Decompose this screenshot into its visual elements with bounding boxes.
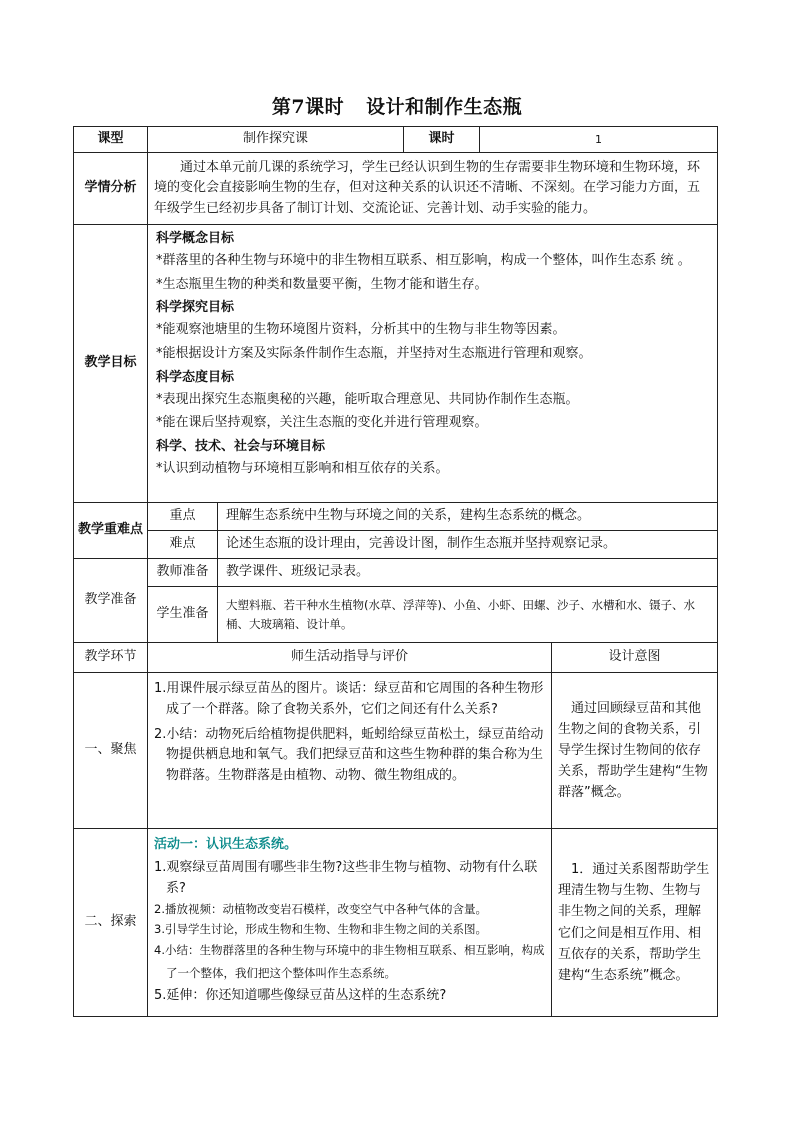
teacher-prep-label: 教师准备: [148, 559, 218, 587]
explore-intent-text: 1．通过关系图帮助学生理清生物与生物、生物与非生物之间的关系，理解它们之间是相互作用、相互依存的关系，帮助学生建构“生态系统”概念。: [558, 862, 710, 983]
inquiry-goal-heading: 科学探究目标: [156, 300, 235, 316]
explore-step-1: 1.观察绿豆苗周围有哪些非生物?这些非生物与植物、动物有什么联系?: [154, 859, 538, 896]
course-type-row: [74, 127, 718, 153]
goals-row: [74, 225, 718, 503]
focus-intent-text: 通过回顾绿豆苗和其他生物之间的食物关系，引导学生探讨生物间的依存关系，帮助学生建构“生物群落”概念。: [558, 700, 708, 801]
focus-step-1: 1.用课件展示绿豆苗丛的图片。谈话：绿豆苗和它周围的各种生物形成了一个群落。除了食物关系外，它们之间还有什么关系?: [154, 681, 544, 717]
inquiry-goal-2: *能根据设计方案及实际条件制作生态瓶，并坚持对生态瓶进行管理和观察。: [156, 345, 592, 361]
concept-goal-heading: 科学概念目标: [156, 231, 235, 246]
explore-step-4: 4.小结：生物群落里的各种生物与环境中的非生物相互联系、相互影响，构成了一个整体，我们把这个整体叫作生态系统。: [154, 943, 545, 981]
goals-label: 教学目标: [74, 225, 148, 503]
sts-goal-heading: 科学、技术、社会与环境目标: [156, 439, 326, 455]
student-prep-text: 大塑料瓶、若干种水生植物(水草、浮萍等)、小鱼、小虾、田螺、沙子、水槽和水、镊子、水桶、大玻璃箱、设计单。: [218, 587, 718, 643]
class-hours-value: 1: [480, 127, 718, 153]
student-prep-row: [74, 587, 718, 643]
goals-content: [148, 225, 718, 503]
activity-header: 师生活动指导与评价: [148, 643, 552, 673]
difficult-point-label: 难点: [148, 531, 218, 559]
focus-stage-row: [74, 673, 718, 829]
course-type-label: 课型: [74, 127, 148, 153]
explore-stage-label: 二、探索: [74, 829, 148, 1017]
explore-stage-activities: [148, 829, 552, 1017]
focus-stage-label: 一、聚焦: [74, 673, 148, 829]
concept-goal-1: *群落里的各种生物与环境中的非生物相互联系、相互影响，构成一个整体，叫作生态系 统 。: [156, 252, 691, 268]
focus-stage-intent: [552, 673, 718, 829]
focus-step-2: 2.小结：动物死后给植物提供肥料，蚯蚓给绿豆苗松土，绿豆苗给动物提供栖息地和氧气。我们把绿豆苗和这些生物种群的集合称为生物群落。生物群落是由植物、动物、微生物组成的。: [154, 726, 544, 784]
inquiry-goal-1: *能观察池塘里的生物环境图片资料，分析其中的生物与非生物等因素。: [156, 322, 566, 338]
explore-stage-intent: [552, 829, 718, 1017]
page-title: [0, 92, 794, 119]
explore-step-5: 5.延伸：你还知道哪些像绿豆苗丛这样的生态系统?: [154, 988, 447, 1004]
attitude-goal-1: *表现出探究生态瓶奥秘的兴趣，能听取合理意见、共同协作制作生态瓶。: [156, 391, 579, 407]
lesson-plan-table: [73, 126, 718, 1017]
intent-header: 设计意图: [552, 643, 718, 673]
concept-goal-2: *生态瓶里生物的种类和数量要平衡，生物才能和谐生存。: [156, 276, 488, 292]
lesson-number: 第7课时: [271, 96, 345, 118]
teacher-prep-text: 教学课件、班级记录表。: [218, 559, 718, 587]
process-header-row: [74, 643, 718, 673]
course-type-value: 制作探究课: [148, 127, 404, 153]
attitude-goal-heading: 科学态度目标: [156, 369, 235, 385]
difficult-point-row: [74, 531, 718, 559]
key-point-text: 理解生态系统中生物与环境之间的关系，建构生态系统的概念。: [218, 503, 718, 531]
teacher-prep-row: [74, 559, 718, 587]
attitude-goal-2: *能在课后坚持观察，关注生态瓶的变化并进行管理观察。: [156, 415, 488, 431]
prep-label: 教学准备: [74, 559, 148, 643]
analysis-label: 学情分析: [74, 153, 148, 225]
sts-goal-1: *认识到动植物与环境相互影响和相互依存的关系。: [156, 460, 449, 476]
difficult-point-text: 论述生态瓶的设计理由，完善设计图，制作生态瓶并坚持观察记录。: [218, 531, 718, 559]
key-point-row: [74, 503, 718, 531]
lesson-name: 设计和制作生态瓶: [366, 96, 523, 118]
key-points-label: 教学重难点: [74, 503, 148, 559]
class-hours-label: 课时: [404, 127, 480, 153]
analysis-text: 通过本单元前几课的系统学习，学生已经认识到生物的生存需要非生物环境和生物环境，环境的变化会直接影响生物的生存，但对这种关系的认识还不清晰、不深刻。在学习能力方面，五年级学生已经初步具备了制订计划、交流论证、完善计划、动手实验的能力。: [148, 153, 718, 225]
activity-one-title: 活动一：认识生态系统。: [154, 837, 298, 852]
analysis-row: [74, 153, 718, 225]
key-point-label: 重点: [148, 503, 218, 531]
focus-stage-activities: [148, 673, 552, 829]
stage-header: 教学环节: [74, 643, 148, 673]
student-prep-label: 学生准备: [148, 587, 218, 643]
explore-step-2: 2.播放视频：动植物改变岩石模样，改变空气中各种气体的含量。: [154, 902, 487, 917]
explore-stage-row: [74, 829, 718, 1017]
explore-step-3: 3.引导学生讨论，形成生物和生物、生物和非生物之间的关系图。: [154, 921, 487, 936]
